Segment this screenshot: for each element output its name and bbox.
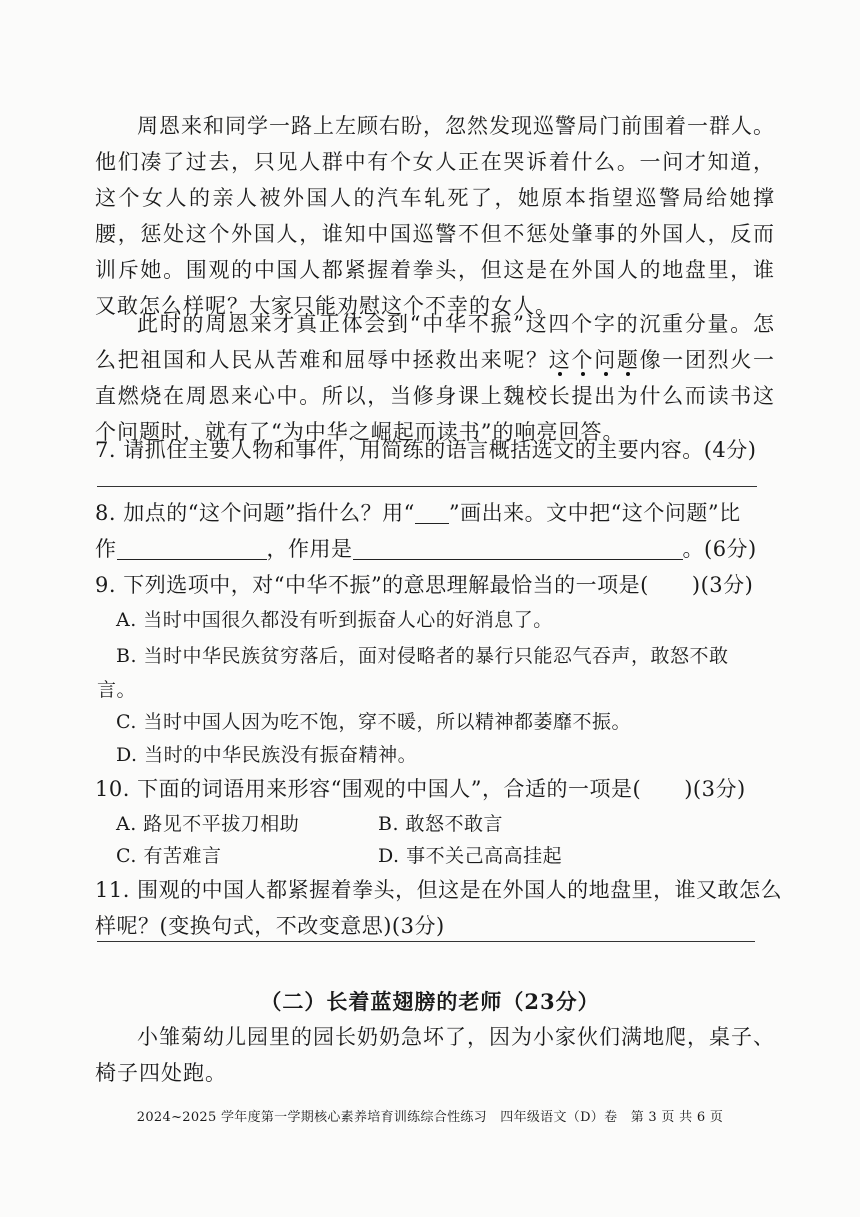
q9-option-c: C. 当时中国人因为吃不饱，穿不暖，所以精神都萎靡不振。	[116, 711, 631, 733]
question-8-line-2	[95, 531, 785, 567]
q8-text-d: ，作用是	[266, 537, 353, 561]
passage-p2-after: 像一团烈火一直燃烧在周恩来心中。所以，当修身课上魏校长提出为什么而读书这个问题时，就有了“为中华之崛起而读书”的响亮回答。	[95, 348, 776, 444]
underline-sample	[415, 499, 449, 524]
section-2-paragraph: 小雏菊幼儿园里的园长奶奶急坏了，因为小家伙们满地爬，桌子、椅子四处跑。	[95, 1025, 775, 1085]
emphasis-char: 问	[594, 348, 617, 372]
question-10: 10. 下面的词语用来形容“围观的中国人”，合适的一项是( )(3分)	[95, 777, 746, 801]
emphasis-char: 题	[616, 348, 640, 372]
q11-line-2: 样呢？(变换句式，不改变意思)(3分)	[95, 914, 445, 938]
passage-p2-before: 此时的周恩来才真正体会到“中华不振”这四个字的沉重分量。怎么把祖国和人民从苦难和屈辱中拯救出来呢？	[95, 312, 775, 372]
q8-text-c: 作	[95, 537, 117, 561]
question-9: 9. 下列选项中，对“中华不振”的意思理解最恰当的一项是( )(3分)	[95, 573, 754, 597]
question-11	[95, 852, 785, 944]
page-footer: 2024~2025 学年度第一学期核心素养培育训练综合性练习 四年级语文（D）卷 第 3 页 共 6 页	[136, 1110, 724, 1125]
q9-option-b-cont: 言。	[97, 679, 137, 701]
question-8	[95, 495, 785, 567]
q10-option-b: B. 敢怒不敢言	[378, 813, 504, 835]
passage-paragraph-2	[95, 306, 775, 450]
q9-option-d: D. 当时的中华民族没有振奋精神。	[116, 744, 418, 766]
q8-text-a: 8. 加点的“这个问题”指什么？用“	[95, 501, 415, 525]
passage-paragraph-1: 周恩来和同学一路上左顾右盼，忽然发现巡警局门前围着一群人。他们凑了过去，只见人群中有个女人正在哭诉着什么。一问才知道，这个女人的亲人被外国人的汽车轧死了，她原本指望巡警局给她撑腰，惩处这个外国人，谁知中国巡警不但不惩处肇事的外国人，反而训斥她。围观的中国人都紧握着拳头，但这是在外国人的地盘里，谁又敢怎么样呢？大家只能劝慰这个不幸的女人。	[95, 114, 775, 318]
effect-blank[interactable]	[353, 535, 683, 560]
q11-line-1: 11. 围观的中国人都紧握着拳头，但这是在外国人的地盘里，谁又敢怎么	[95, 878, 783, 902]
emphasis-char: 个	[571, 348, 595, 372]
question-7: 7. 请抓住主要人物和事件，用简练的语言概括选文的主要内容。(4分)	[95, 438, 757, 462]
q8-text-e: 。(6分)	[682, 537, 757, 561]
metaphor-blank[interactable]	[117, 535, 267, 560]
q9-option-b: B. 当时中华民族贫穷落后，面对侵略者的暴行只能忍气吞声，敢怒不敢	[116, 645, 729, 667]
q9-option-a: A. 当时中国很久都没有听到振奋人心的好消息了。	[116, 609, 553, 631]
question-8-line-1	[95, 495, 785, 531]
q10-option-c: C. 有苦难言	[116, 845, 222, 867]
q8-text-b: ”画出来。文中把“这个问题”比	[448, 501, 741, 525]
answer-line-q11[interactable]	[97, 941, 755, 942]
emphasis-char: 这	[548, 348, 572, 372]
dotted-phrase	[549, 348, 640, 372]
section-2-title: （二）长着蓝翅膀的老师（23分）	[260, 989, 600, 1014]
q10-option-a: A. 路见不平拔刀相助	[116, 813, 300, 835]
q10-option-d: D. 事不关己高高挂起	[378, 845, 563, 867]
answer-line-q7[interactable]	[97, 486, 757, 487]
